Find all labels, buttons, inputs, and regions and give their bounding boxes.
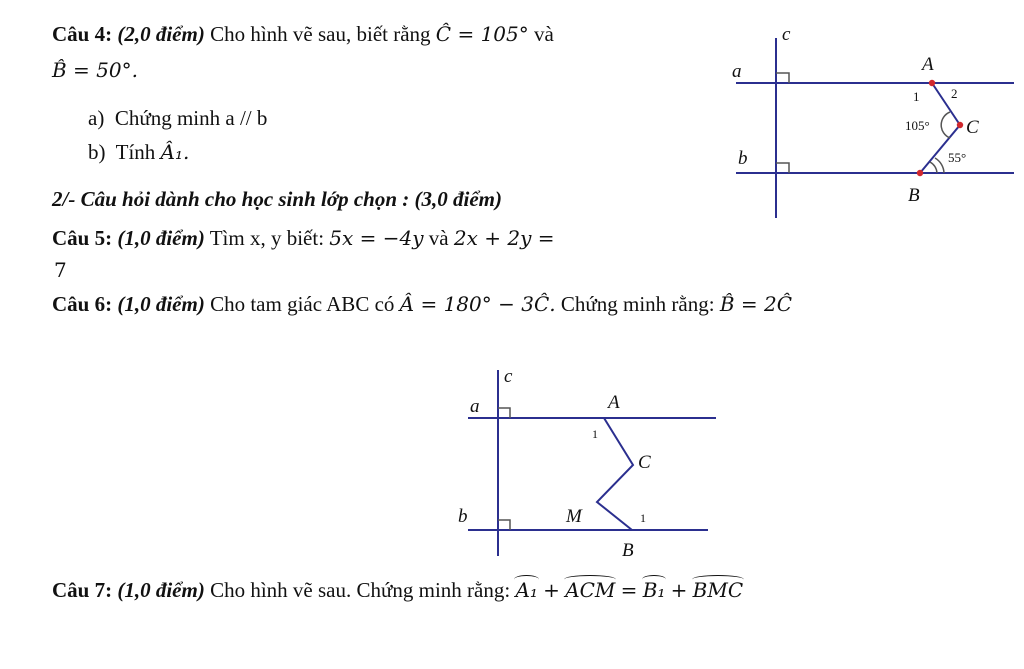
- fig1-point-a: [929, 80, 935, 86]
- q6-cond: Â = 180° − 3Ĉ.: [399, 292, 556, 316]
- q7-term3: B₁: [643, 576, 666, 604]
- q4-b-math: Â₁.: [160, 140, 190, 164]
- fig1-label-2: 2: [951, 86, 958, 101]
- q6-text: Cho tam giác ABC có: [210, 292, 395, 316]
- q4-text: Cho hình vẽ sau, biết rằng: [210, 22, 431, 46]
- fig1-angle-b-label: 55°: [948, 150, 967, 165]
- q6-label: Câu 6:: [52, 292, 113, 316]
- fig2-label-c: c: [504, 366, 513, 387]
- fig1-label-a: a: [732, 61, 742, 82]
- fig1-point-b: [917, 170, 923, 176]
- q5-eq1: 5x = −4y: [329, 226, 424, 250]
- fig1-label-b: b: [738, 148, 748, 169]
- q4-points: (2,0 điểm): [117, 22, 205, 46]
- q7-term1: A₁: [515, 576, 537, 604]
- q6-prove: Chứng minh rằng:: [560, 292, 715, 316]
- q5-label: Câu 5:: [52, 226, 113, 250]
- fig2-path-acmb: [597, 418, 633, 530]
- fig1-right-angle-a: [776, 73, 789, 83]
- section2-title: 2/- Câu hỏi dành cho học sinh lớp chọn : (3,0 điểm): [52, 187, 503, 211]
- fig2-label-M: M: [566, 506, 582, 527]
- q6-line: [52, 290, 792, 318]
- q7-plus1: +: [543, 578, 560, 602]
- q4-line1: [52, 20, 554, 48]
- fig1-right-angle-b: [776, 163, 789, 173]
- fig1-arc-b: [935, 158, 944, 173]
- q5-line1: [52, 224, 555, 252]
- q4-line2: [52, 56, 138, 84]
- fig2-label-C: C: [638, 452, 651, 473]
- q6-goal: B̂ = 2Ĉ: [719, 292, 793, 316]
- fig2-label-1a: 1: [592, 427, 598, 441]
- q7-term4: BMC: [693, 576, 743, 604]
- q5-and: và: [428, 226, 449, 250]
- q5-eq2: 2x + 2y =: [453, 226, 555, 250]
- fig2-label-a: a: [470, 396, 480, 417]
- fig1-arc-b2: [930, 162, 937, 173]
- q4-b-text: Tính: [115, 140, 156, 164]
- q5-line2: [54, 256, 67, 284]
- q7-text: Cho hình vẽ sau. Chứng minh rằng:: [210, 578, 511, 602]
- q4-a-text: Chứng minh a // b: [114, 106, 268, 130]
- fig1-label-c: c: [782, 24, 791, 45]
- fig2-label-A: A: [608, 392, 620, 413]
- q4-label: Câu 4:: [52, 22, 113, 46]
- q4-part-b: [88, 138, 189, 166]
- q7-label: Câu 7:: [52, 578, 113, 602]
- q4-b-label: b): [88, 140, 106, 164]
- q6-points: (1,0 điểm): [117, 292, 205, 316]
- q7-equals: =: [620, 578, 638, 602]
- fig2-label-1b: 1: [640, 511, 646, 525]
- q5-eq2-cont: 7: [54, 258, 67, 282]
- q5-points: (1,0 điểm): [117, 226, 205, 250]
- q7-line: [52, 576, 743, 604]
- fig1-label-1: 1: [913, 89, 920, 104]
- q7-plus2: +: [670, 578, 688, 602]
- fig2-label-b: b: [458, 506, 468, 527]
- fig1-label-C: C: [966, 117, 979, 138]
- fig1-arc-c: [941, 112, 950, 138]
- q5-text: Tìm x, y biết:: [209, 226, 325, 250]
- q4-part-a: [88, 104, 267, 132]
- fig1-label-B: B: [908, 185, 920, 206]
- fig2-right-angle-b: [498, 520, 510, 530]
- q4-a-label: a): [88, 106, 105, 130]
- fig1-path-acb: [920, 83, 960, 173]
- q7-term2: ACM: [565, 576, 615, 604]
- q4-cond-b: B̂ = 50°.: [52, 58, 138, 82]
- fig2-right-angle-a: [498, 408, 510, 418]
- fig1-point-c: [957, 122, 963, 128]
- fig1-angle-c-label: 105°: [905, 118, 930, 133]
- q7-points: (1,0 điểm): [117, 578, 205, 602]
- q4-cond-c: Ĉ = 105°: [435, 22, 529, 46]
- fig1-label-A: A: [922, 54, 934, 75]
- fig2-label-B: B: [622, 540, 634, 561]
- q4-and: và: [534, 22, 554, 46]
